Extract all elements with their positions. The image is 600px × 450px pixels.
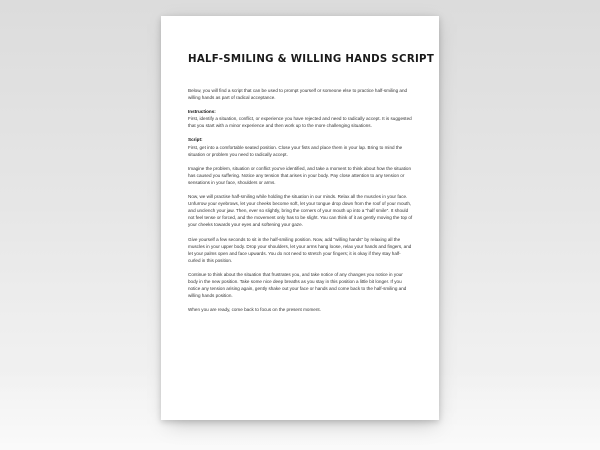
instructions-label: Instructions: (188, 109, 216, 115)
script-paragraph-4: Give yourself a few seconds to sit in the half-smiling position. Now, add "willing hands" by relaxing all the muscles in your upper body. Drop your shoulders, let your arms hang loose, relax your hands and fingers, and let your palms open and face upwards. You do not need to stretch your fingers; it is okay if they stay half-curled in this position. (188, 236, 412, 263)
script-paragraph-1: First, get into a comfortable seated position. Close your fists and place them in your lap. Bring to mind the situation or problem you need to radically accept. (188, 144, 403, 157)
script-paragraph-6: When you are ready, come back to focus on the present moment. (188, 307, 321, 313)
script-paragraph-5: Continue to think about the situation that frustrates you, and take notice of any changes you notice in your body in the new position. Take some nice deep breaths as you stay in this position a little bit longer. If you notice any tension arising again, gently shake out your face or hands and come back to the half-smiling and willing hands position. (188, 271, 407, 299)
instructions-section (188, 108, 413, 129)
script-label: Script: (188, 137, 203, 143)
script-paragraph-3: Now, we will practise half-smiling while holding the situation in our minds. Relax all the muscles in your face. Unfurrow your eyebrows, let your cheeks become soft, let your tongue drop down from the roof of your mouth, and unclench your jaw. Then, ever so slightly, bring the corners of your mouth up into a "half smile". It should not feel tense or forced, and the movement only has to be slight. You can think of it as gently moving the top of your cheeks towards your eyes and softening your gaze. (188, 194, 413, 228)
instructions-text: First, identify a situation, conflict, or experience you have rejected and need to radically accept. It is suggested that you start with a minor experience and then work up to the more challenging situations. (188, 116, 412, 129)
document-page (161, 16, 439, 420)
intro-paragraph: Below, you will find a script that can be used to prompt yourself or someone else to practice half-smiling and willing hands as part of radical acceptance. (188, 88, 408, 101)
document-title: HALF-SMILING & WILLING HANDS SCRIPT (188, 54, 435, 65)
script-section (188, 136, 413, 157)
script-paragraph-2: Imagine the problem, situation or conflict you've identified, and take a moment to think about how the situation has caused you suffering. Notice any tension that arises in your body. Pay close attention to any tension or sensations in your face, shoulders or arms. (188, 165, 412, 185)
